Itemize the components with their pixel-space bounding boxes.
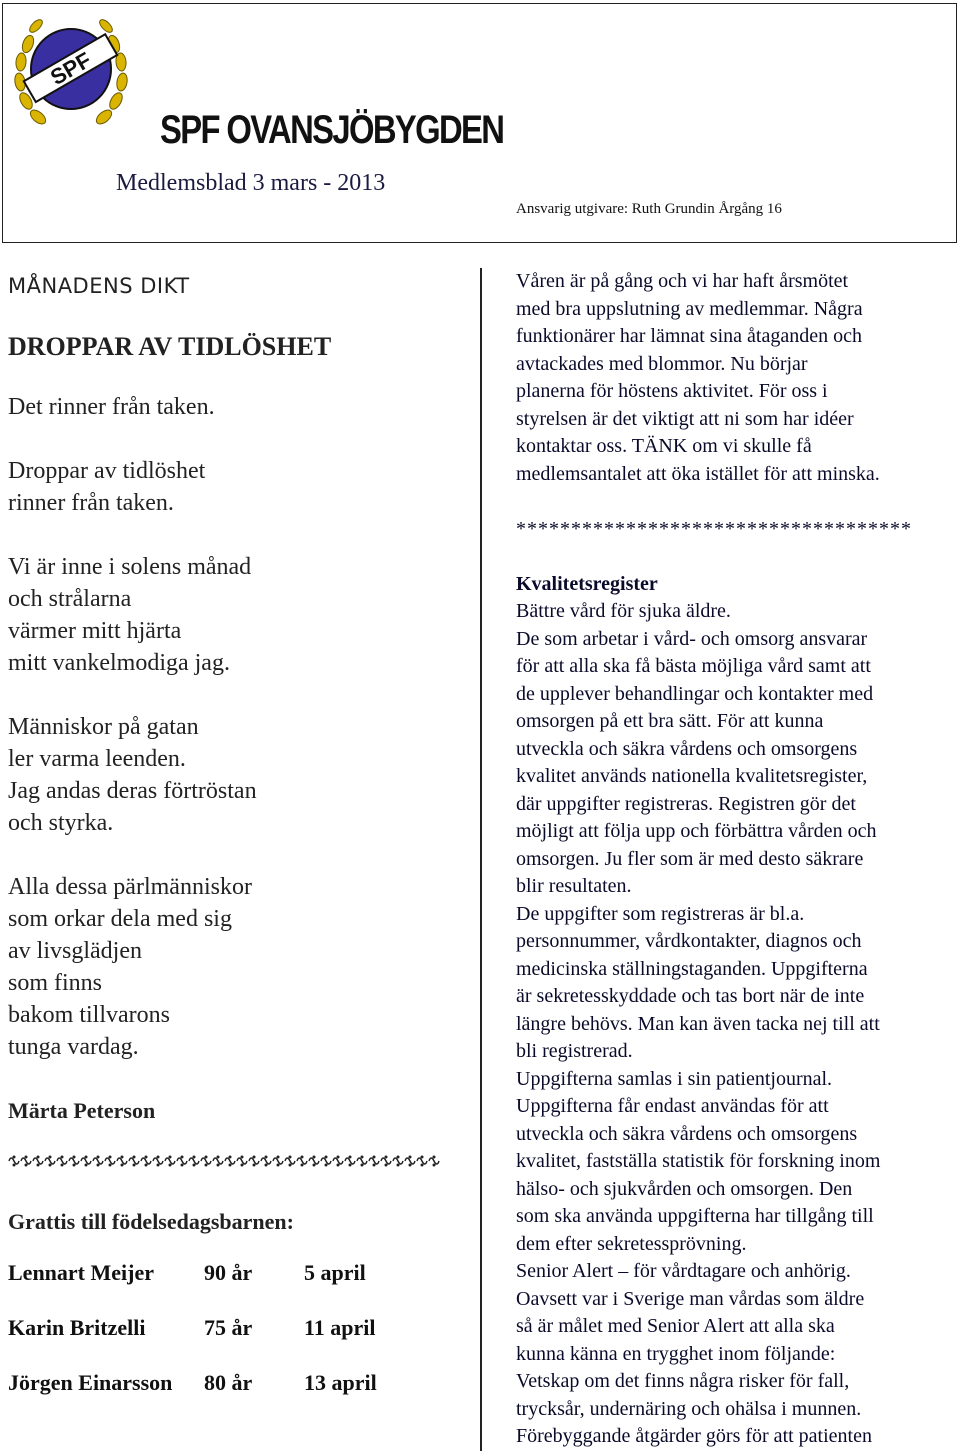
svg-text:SPF: SPF	[45, 47, 96, 91]
text-line: Våren är på gång och vi har haft årsmötet	[516, 270, 849, 292]
column-divider	[480, 268, 482, 1451]
poem-stanza	[8, 711, 468, 839]
text-line: Vetskap om det finns några risker för fall,	[516, 1370, 850, 1392]
text-line: kontaktar oss. TÄNK om vi skulle få	[516, 435, 812, 457]
text-line: för att alla ska få bästa möjliga vård samt att	[516, 655, 871, 677]
text-line: kunna känna en trygghet inom följande:	[516, 1342, 836, 1365]
poem-line: av livsglädjen	[8, 938, 142, 964]
birthday-name: Lennart Meijer	[8, 1260, 154, 1285]
text-line: så är målet med Senior Alert att alla ska	[516, 1315, 835, 1337]
spf-logo	[6, 4, 136, 139]
poem-line: som finns	[8, 970, 103, 996]
text-line: möjligt att följa upp och förbättra vården och	[516, 820, 877, 842]
poem-stanza	[8, 551, 468, 679]
poem-stanza	[8, 391, 468, 423]
text-line: med bra uppslutning av medlemmar. Några	[516, 297, 863, 320]
text-line: personnummer, vårdkontakter, diagnos och	[516, 930, 862, 952]
birthday-date: 5 april	[304, 1260, 366, 1285]
poem-kicker: MÅNADENS DIKT	[8, 274, 190, 298]
birthday-age: 90 år	[204, 1260, 253, 1285]
text-line: omsorgen. Ju fler som är med desto säkrare	[516, 847, 864, 870]
text-line: trycksår, undernäring och ohälsa i munnen.	[516, 1397, 862, 1420]
text-line: utveckla och säkra vårdens och omsorgens	[516, 1122, 858, 1145]
text-line: bli registrerad.	[516, 1040, 633, 1062]
publisher-line: Ansvarig utgivare: Ruth Grundin Årgång 16	[516, 201, 782, 217]
text-line: Senior Alert – för vårdtagare och anhörig.	[516, 1260, 851, 1282]
text-line: kvalitet används nationella kvalitetsregister,	[516, 765, 868, 787]
organization-name: SPF OVANSJÖBYGDEN	[160, 108, 504, 152]
poem-line: Det rinner från taken.	[8, 394, 215, 420]
birthday-date: 11 april	[304, 1315, 376, 1340]
text-line: Bättre vård för sjuka äldre.	[516, 600, 731, 622]
birthday-age: 75 år	[204, 1315, 253, 1340]
poem-line: bakom tillvarons	[8, 1002, 170, 1028]
text-line: funktionärer har lämnat sina åtaganden och	[516, 325, 862, 347]
text-line: där uppgifter registreras. Registren gör det	[516, 792, 856, 815]
section-heading-kvalitetsregister: Kvalitetsregister	[516, 573, 658, 595]
text-line: dem efter sekretessprövning.	[516, 1232, 747, 1255]
text-line: omsorgen på ett bra sätt. För att kunna	[516, 710, 824, 732]
poem-line: och strålarna	[8, 586, 132, 612]
text-line: de upplever behandlingar och kontakter med	[516, 682, 874, 705]
birthday-date: 13 april	[304, 1370, 377, 1395]
text-line: avtackades med blommor. Nu börjar	[516, 352, 808, 375]
text-line: De uppgifter som registreras är bl.a.	[516, 902, 805, 925]
star-divider: ************************************	[516, 518, 912, 540]
poem-author: Märta Peterson	[8, 1098, 156, 1123]
text-line: De som arbetar i vård- och omsorg ansvarar	[516, 627, 868, 650]
birthday-age: 80 år	[204, 1370, 253, 1395]
text-line: kvalitet, fastställa statistik för forskning inom	[516, 1150, 881, 1172]
text-line: längre behövs. Man kan även tacka nej till att	[516, 1012, 880, 1035]
issue-line: Medlemsblad 3 mars - 2013	[116, 170, 386, 196]
text-line: planerna för höstens aktivitet. För oss i	[516, 380, 828, 402]
poem-line: Jag andas deras förtröstan	[8, 778, 257, 804]
poem-line: och styrka.	[8, 810, 114, 836]
poem-line: tunga vardag.	[8, 1034, 139, 1060]
intro-paragraph	[516, 268, 956, 488]
text-line: medicinska ställningstaganden. Uppgifterna	[516, 957, 868, 980]
text-line: Oavsett var i Sverige man vårdas som äldre	[516, 1287, 865, 1310]
birthday-heading: Grattis till födelsedagsbarnen:	[8, 1209, 294, 1234]
poem-stanza	[8, 871, 468, 1063]
text-line: hälso- och sjukvården och omsorgen. Den	[516, 1177, 853, 1200]
text-line: medlemsantalet att öka istället för att minska.	[516, 462, 880, 485]
text-line: blir resultaten.	[516, 875, 632, 897]
poem-title: DROPPAR AV TIDLÖSHET	[8, 332, 332, 361]
ornamental-divider	[8, 1152, 440, 1170]
poem-line: Droppar av tidlöshet	[8, 458, 206, 484]
poem-line: värmer mitt hjärta	[8, 618, 182, 644]
poem-stanza	[8, 455, 468, 519]
text-line: utveckla och säkra vårdens och omsorgens	[516, 737, 858, 760]
poem-line: mitt vankelmodiga jag.	[8, 650, 230, 676]
poem-line: Alla dessa pärlmänniskor	[8, 874, 252, 900]
text-line: Förebyggande åtgärder görs för att patienten	[516, 1425, 872, 1447]
text-line: Uppgifterna samlas i sin patientjournal.	[516, 1067, 833, 1090]
text-line: är sekretesskyddade och tas bort när de inte	[516, 985, 865, 1007]
poem-line: rinner från taken.	[8, 490, 174, 516]
poem-line: Vi är inne i solens månad	[8, 554, 252, 580]
poem-line: ler varma leenden.	[8, 746, 186, 772]
poem-line: Människor på gatan	[8, 714, 199, 740]
text-line: som ska använda uppgifterna har tillgång till	[516, 1205, 874, 1227]
birthday-name: Jörgen Einarsson	[8, 1370, 173, 1395]
text-line: styrelsen är det viktigt att ni som har idéer	[516, 407, 854, 430]
birthday-name: Karin Britzelli	[8, 1315, 146, 1340]
kvalitetsregister-body	[516, 598, 956, 1451]
poem-line: som orkar dela med sig	[8, 906, 232, 932]
text-line: Uppgifterna får endast användas för att	[516, 1095, 829, 1117]
